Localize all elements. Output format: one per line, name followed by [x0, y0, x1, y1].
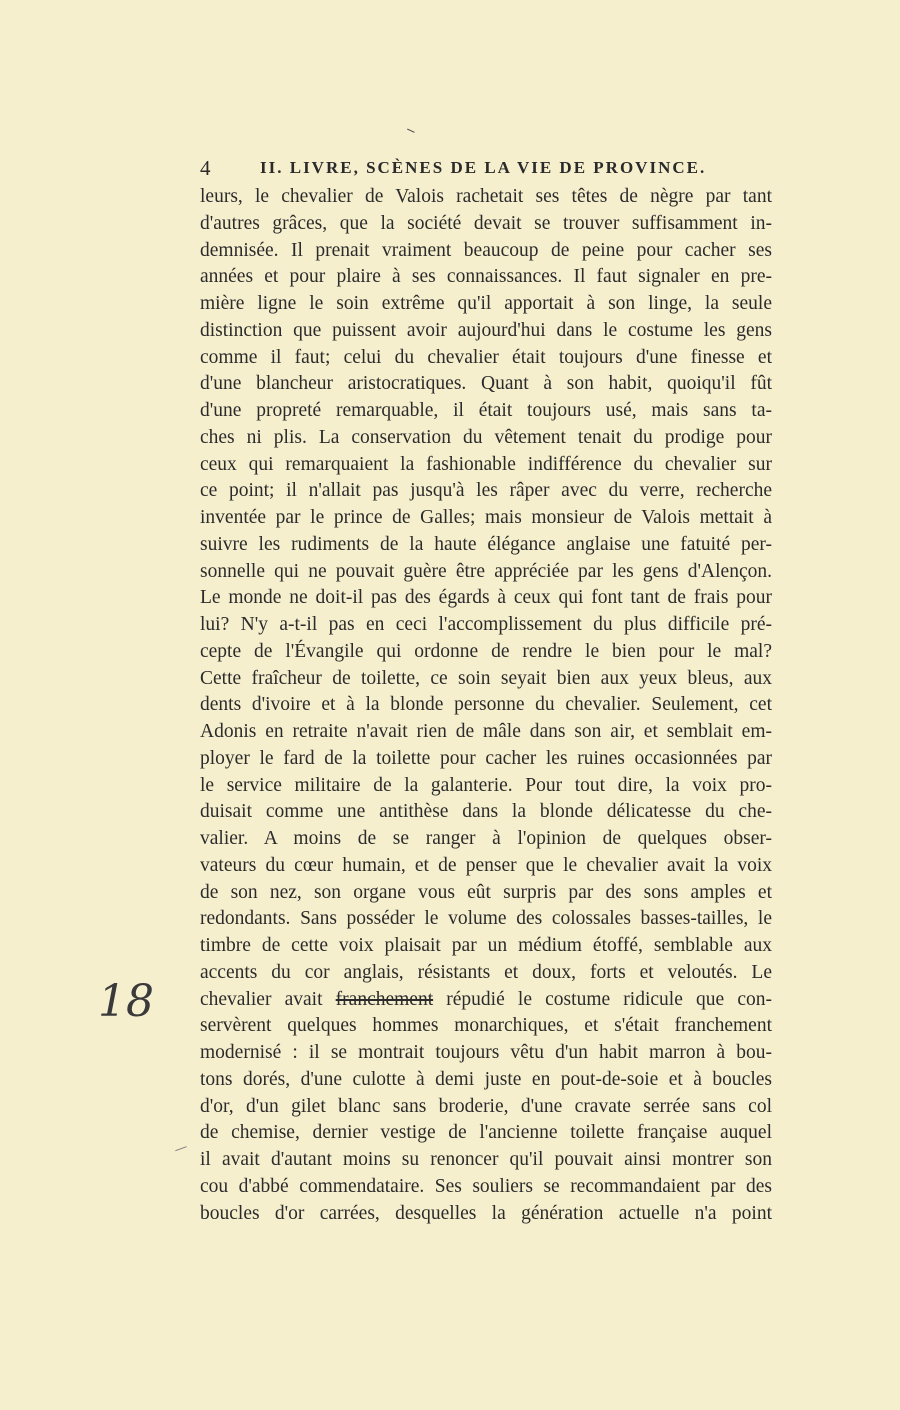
text-segment: ce point; il n'allait pas jusqu'à les râper avec du verre, recherche — [200, 480, 772, 502]
text-segment: Le monde ne doit-il pas des égards à ceux qui font tant de frais pour — [200, 587, 772, 609]
page-number: 4 — [200, 156, 211, 180]
struck-word: franchement — [335, 988, 434, 1010]
text-line — [200, 880, 772, 907]
text-segment: dents d'ivoire et à la blonde personne du chevalier. Seulement, cet — [200, 694, 772, 716]
text-line — [200, 291, 772, 318]
text-segment: le service militaire de la galanterie. Pour tout dire, la voix pro- — [200, 774, 772, 796]
text-segment: cou d'abbé commendataire. Ses souliers se recommandaient par des — [200, 1175, 772, 1197]
text-segment: années et pour plaire à ses connaissances. Il faut signaler en pre- — [200, 266, 772, 288]
text-segment: inventée par le prince de Galles; mais monsieur de Valois mettait à — [200, 507, 772, 528]
text-segment: il avait d'autant moins su renoncer qu'il pouvait ainsi montrer son — [200, 1149, 772, 1170]
text-line — [200, 639, 772, 666]
text-segment: de chemise, dernier vestige de l'ancienne toilette française auquel — [200, 1122, 772, 1144]
text-segment: valier. A moins de se ranger à l'opinion de quelques obser- — [200, 828, 772, 849]
running-head: II. LIVRE, SCÈNES DE LA VIE DE PROVINCE. — [260, 158, 707, 177]
text-line — [200, 1201, 772, 1228]
text-line — [200, 478, 772, 505]
handwritten-margin-note: 18 — [98, 976, 154, 1027]
text-segment: sonnelle qui ne pouvait guère être appréciée par les gens d'Alençon. — [200, 560, 772, 582]
text-line — [200, 773, 772, 800]
text-line — [200, 398, 772, 425]
margin-tick-mark — [175, 1146, 189, 1157]
text-line — [200, 987, 772, 1014]
text-segment: accents du cor anglais, résistants et doux, forts et veloutés. Le — [200, 961, 772, 983]
text-line — [200, 1174, 772, 1201]
text-segment: ceux qui remarquaient la fashionable indifférence du chevalier sur — [200, 453, 772, 475]
text-line — [200, 719, 772, 746]
text-line — [200, 184, 772, 211]
printer-mark — [405, 129, 414, 137]
text-segment: modernisé : il se montrait toujours vêtu d'un habit marron à bou- — [200, 1042, 772, 1063]
text-segment: de son nez, son organe vous eût surpris par des sons amples et — [200, 881, 772, 903]
text-line — [200, 532, 772, 559]
text-line — [200, 425, 772, 452]
text-segment: demnisée. Il prenait vraiment beaucoup de peine pour cacher ses — [200, 239, 772, 261]
text-line — [200, 264, 772, 291]
text-segment: redondants. Sans posséder le volume des colossales basses-tailles, le — [200, 908, 772, 930]
text-line — [200, 826, 772, 853]
text-segment: duisait comme une antithèse dans la blonde délicatesse du che- — [200, 801, 772, 823]
text-line — [200, 585, 772, 612]
text-segment: boucles d'or carrées, desquelles la génération actuelle n'a point — [200, 1202, 772, 1224]
text-segment: mière ligne le soin extrême qu'il apportait à son linge, la seule — [200, 293, 772, 314]
text-segment: ches ni plis. La conservation du vêtement tenait du prodige pour — [200, 426, 772, 448]
text-segment: cepte de l'Évangile qui ordonne de rendre le bien pour le mal? — [200, 640, 772, 662]
text-segment: d'or, d'un gilet blanc sans broderie, d'une cravate serrée sans col — [200, 1095, 772, 1117]
text-segment: d'autres grâces, que la société devait se trouver suffisamment in- — [200, 212, 772, 234]
page-header — [200, 152, 772, 186]
text-line — [200, 960, 772, 987]
text-segment: chevalier avait — [200, 988, 336, 1010]
text-line — [200, 1147, 772, 1174]
text-segment: Adonis en retraite n'avait rien de mâle dans son air, et semblait em- — [200, 721, 772, 742]
text-segment: d'une blancheur aristocratiques. Quant à son habit, quoiqu'il fût — [200, 373, 772, 395]
text-line — [200, 1120, 772, 1147]
text-line — [200, 1013, 772, 1040]
text-segment: d'une propreté remarquable, il était toujours usé, mais sans ta- — [200, 400, 772, 421]
text-segment: distinction que puissent avoir aujourd'hui dans le costume les gens — [200, 319, 772, 341]
text-line — [200, 906, 772, 933]
text-line — [200, 238, 772, 265]
text-segment: Cette fraîcheur de toilette, ce soin seyait bien aux yeux bleus, aux — [200, 667, 772, 689]
text-body — [200, 184, 772, 1227]
text-line — [200, 318, 772, 345]
text-line — [200, 746, 772, 773]
text-line — [200, 345, 772, 372]
text-segment: lui? N'y a-t-il pas en ceci l'accomplissement du plus difficile pré- — [200, 614, 772, 635]
text-line — [200, 933, 772, 960]
text-line — [200, 666, 772, 693]
text-line — [200, 692, 772, 719]
text-segment: ployer le fard de la toilette pour cacher les ruines occasionnées par — [200, 747, 772, 769]
text-line — [200, 1094, 772, 1121]
text-line — [200, 799, 772, 826]
text-line — [200, 612, 772, 639]
text-line — [200, 1067, 772, 1094]
text-segment: leurs, le chevalier de Valois rachetait ses têtes de nègre par tant — [200, 186, 772, 207]
text-line — [200, 211, 772, 238]
text-line — [200, 505, 772, 532]
text-line — [200, 1040, 772, 1067]
text-line — [200, 452, 772, 479]
text-line — [200, 853, 772, 880]
text-segment: comme il faut; celui du chevalier était toujours d'une finesse et — [200, 346, 772, 368]
text-segment: répudié le costume ridicule que con- — [433, 988, 772, 1010]
text-segment: tons dorés, d'une culotte à demi juste en pout-de-soie et à boucles — [200, 1068, 772, 1090]
text-segment: suivre les rudiments de la haute élégance anglaise une fatuité per- — [200, 533, 772, 555]
text-line — [200, 559, 772, 586]
text-line — [200, 371, 772, 398]
text-segment: vateurs du cœur humain, et de penser que le chevalier avait la voix — [200, 854, 772, 876]
text-segment: timbre de cette voix plaisait par un médium étoffé, semblable aux — [200, 935, 772, 956]
text-segment: servèrent quelques hommes monarchiques, et s'était franchement — [200, 1015, 772, 1037]
